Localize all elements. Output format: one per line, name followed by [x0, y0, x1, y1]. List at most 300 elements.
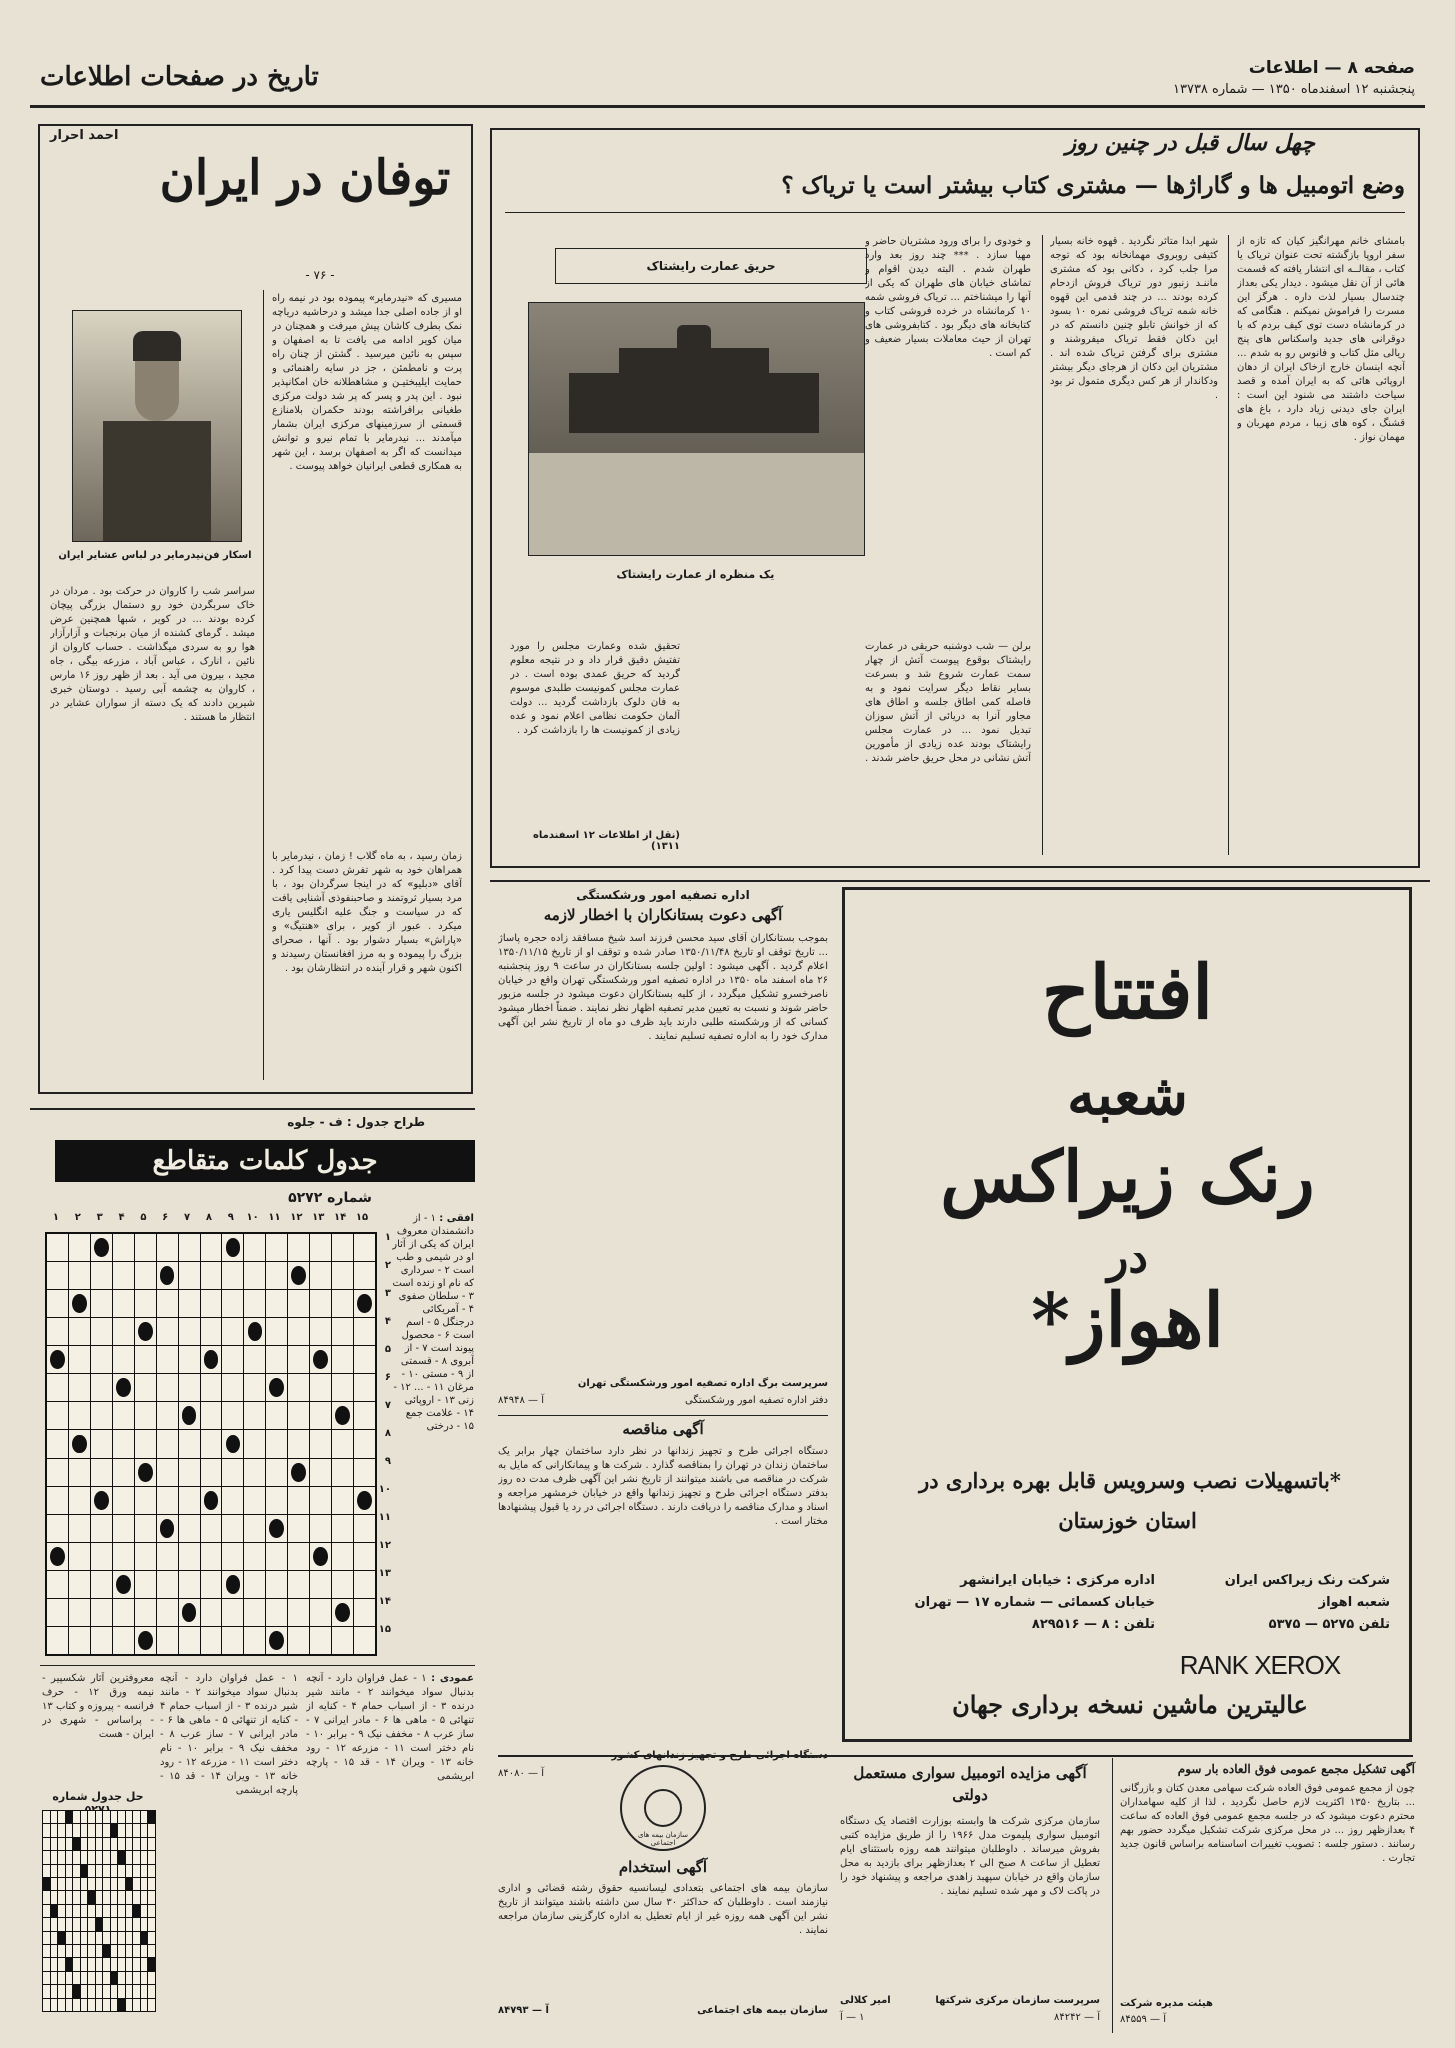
solution-cell: [96, 1838, 103, 1850]
crossword-cell: [332, 1290, 353, 1317]
tender-title: آگهی مناقصه: [622, 1420, 704, 1438]
solution-cell: [111, 1932, 118, 1944]
crossword-cell: [179, 1599, 200, 1626]
crossword-cell: [47, 1430, 68, 1457]
crossword-cell: [91, 1374, 112, 1401]
crossword-cell: [244, 1430, 265, 1457]
solution-cell: [133, 1932, 140, 1944]
solution-cell: [43, 1972, 50, 1984]
solution-cell: [148, 1865, 155, 1877]
crossword-cell: [47, 1234, 68, 1261]
solution-cell: [118, 1958, 125, 1970]
crossword-cell: [47, 1487, 68, 1514]
logo-text: سازمان بیمه های اجتماعی: [637, 1831, 688, 1847]
crossword-cell: [113, 1459, 134, 1486]
tender-rule: [498, 1415, 828, 1416]
solution-grid: [42, 1810, 156, 2012]
solution-cell: [111, 1824, 118, 1836]
xerox-line4: در: [1107, 1232, 1148, 1283]
solution-cell: [96, 1891, 103, 1903]
solution-cell: [133, 1851, 140, 1863]
solution-cell: [58, 1972, 65, 1984]
crossword-cell: [201, 1487, 222, 1514]
crossword-designer: طراح جدول : ف - جلوه: [287, 1115, 425, 1129]
crossword-cell: [354, 1346, 375, 1373]
solution-cell: [73, 1865, 80, 1877]
crossword-cell: [310, 1430, 331, 1457]
crossword-cell: [310, 1374, 331, 1401]
crossword-cell: [69, 1234, 90, 1261]
xerox-hq-address: خیابان کسمائی — شماره ۱۷ — تهران: [914, 1595, 1155, 1610]
crossword-cell: [179, 1571, 200, 1598]
col-number: ۱۱: [268, 1212, 281, 1223]
solution-cell: [103, 1985, 110, 1997]
xerox-hq-block: [875, 1570, 1155, 1636]
solution-cell: [96, 1958, 103, 1970]
xerox-company-block: [1170, 1570, 1390, 1636]
xerox-province: استان خوزستان: [1058, 1508, 1197, 1533]
crossword-cell: [332, 1262, 353, 1289]
crossword-cell: [310, 1290, 331, 1317]
solution-cell: [111, 1999, 118, 2011]
crossword-cell: [288, 1318, 309, 1345]
page-label: صفحه ۸ — اطلاعات: [1248, 58, 1415, 78]
crossword-cell: [179, 1459, 200, 1486]
solution-cell: [118, 1878, 125, 1890]
crossword-cell: [179, 1262, 200, 1289]
assembly-title: آگهی تشکیل مجمع عمومی فوق العاده بار سوم: [1177, 1762, 1415, 1776]
forty-years-col1: بامشای خانم مهرانگیز کیان که تازه از سفر اروپا بازگشته تحت عنوان تریاک یا کتاب ، مقالــه ای انتشار یافته که قسمت هائی از آن نقل میشود . دیدار یکی بعداز چندسال بسیار لذت داره . هرگز این مسرت را فراموش نمیکنم . هنگامی که در کرمانشاه دست توی کیف بردم که با دوقرانی های جدید واسکناس های پنج ریالی مثل کتاب و فانوس رو به شدم ... آنچه اینسان خارج ازخاک ایران از دهان اروپائی هائی که به ایران آمده و قصد سیاحت داشتند می شنود این است : ایران جای دیدنی زیاد دارد ، باغ های قشنگ ، کوه های زیبا ، مردم مهربان و مهمان نواز .: [1237, 236, 1405, 443]
solution-cell: [111, 1811, 118, 1823]
solution-cell: [103, 1891, 110, 1903]
solution-cell: [51, 1878, 58, 1890]
solution-cell: [96, 1824, 103, 1836]
solution-cell: [51, 1932, 58, 1944]
crossword-number: شماره ۵۲۷۲: [288, 1190, 372, 1206]
solution-cell: [118, 1985, 125, 1997]
horizontal-clues-title: افقی :: [439, 1213, 474, 1224]
crossword-cell: [47, 1262, 68, 1289]
solution-cell: [103, 1972, 110, 1984]
solution-cell: [111, 1972, 118, 1984]
solution-cell: [81, 1851, 88, 1863]
solution-cell: [66, 1918, 73, 1930]
crossword-cell: [222, 1346, 243, 1373]
crossword-cell: [91, 1290, 112, 1317]
vertical-clues-text: ۱ - عمل فراوان دارد - آنچه بدنبال سواد میخوانند ۲ - مانند شیر درنده ۳ - از اسباب حمام ۴ - کنایه از تنهائی ۵ - ماهی ها ۶ - مادر ایرانی ۷ - ساز عرب ۸ - مخفف نیک ۹ - برابر ۱۰ - نام دختر است ۱۱ - مزرعه ۱۲ - رود خانه ۱۳ - ویران ۱۴ - قد ۱۵ - پارچه ابریشمی: [306, 1673, 474, 1782]
solution-cell: [43, 1918, 50, 1930]
solution-cell: [96, 1918, 103, 1930]
crossword-cell: [69, 1543, 90, 1570]
caravan-col1: مسیری که «نیدرمایر» پیموده بود در نیمه راه او از جاده اصلی جدا میشد و درحاشیه دریاچه نمک بطرف کاشان پیش میرفت و همچنان در میان کویر ادامه می یافت تا به اصفهان و سپس به نائین میرسید . گشتن از چنان راه پرت و نامطمئن ، جز در سایه راهنمائی و حمایت ایلیبختیـن و مشاهطلانه خان امکانپذیر نبود . این پدر و پسر که پر شد دولت مرکزی طغیانی برافراشته بودند حکمران بلامنازع قسمتی از سرزمینهای مرکزی ایران بشمار میآمدند ... نیدرمایر با تمام نیرو و توانش میدانست که اگر به اصفهان برسد ، این شهر به همکاری قطعی ایرانیان خواهد پیوست .: [272, 293, 462, 472]
crossword-vertical-clues: [306, 1672, 474, 2032]
solution-cell: [103, 1918, 110, 1930]
solution-cell: [58, 1958, 65, 1970]
solution-cell: [58, 1891, 65, 1903]
solution-cell: [88, 1865, 95, 1877]
crossword-cell: [310, 1346, 331, 1373]
crossword-cell: [201, 1234, 222, 1261]
solution-cell: [118, 1891, 125, 1903]
crossword-cell: [332, 1599, 353, 1626]
xerox-hq-phone: تلفن : ۸ — ۸۲۹۵۱۶: [1031, 1617, 1155, 1632]
crossword-cell: [47, 1402, 68, 1429]
crossword-cell: [201, 1599, 222, 1626]
solution-cell: [66, 1891, 73, 1903]
crossword-cell: [157, 1318, 178, 1345]
crossword-cell: [266, 1599, 287, 1626]
crossword-cell: [135, 1599, 156, 1626]
solution-cell: [118, 1972, 125, 1984]
xerox-line2: شعبه: [1067, 1062, 1188, 1128]
crossword-cell: [179, 1290, 200, 1317]
crossword-cell: [310, 1402, 331, 1429]
crossword-cell: [332, 1627, 353, 1654]
solution-cell: [126, 1999, 133, 2011]
solution-cell: [81, 1824, 88, 1836]
solution-cell: [73, 1891, 80, 1903]
crossword-cell: [69, 1571, 90, 1598]
crossword-cell: [288, 1515, 309, 1542]
crossword-cell: [354, 1430, 375, 1457]
solution-cell: [66, 1811, 73, 1823]
solution-cell: [88, 1945, 95, 1957]
solution-cell: [43, 1824, 50, 1836]
xerox-branch: شعبه اهواز: [1318, 1595, 1390, 1610]
employment-body: سازمان بیمه های اجتماعی بتعدادی لیسانسیه حقوق رشته قضائی و اداری نیازمند است . داوطلبان که حداکثر ۳۰ سال سن داشته باشند میتوانند از تاریخ نشر این آگهی همه روزه غیر از ایام تعطیل به اداره کارگزینی سازمان مراجعه نمایند .: [498, 1883, 828, 1936]
solution-cell: [111, 1865, 118, 1877]
crossword-cell: [179, 1374, 200, 1401]
solution-cell: [88, 1999, 95, 2011]
solution-cell: [73, 1811, 80, 1823]
crossword-cell: [157, 1599, 178, 1626]
forty-years-col5: تحقیق شده وعمارت مجلس را مورد تفتیش دقیق قرار داد و در نتیجه معلوم گردید که حریق عمدی بوده است . در عمارت مجلس کمونیست طلبدی موسوم به فان دلوک بازداشت گردید ... دولت آلمان حکومت نظامی اعلام نمود و عده زیادی از کمونیست ها را بازداشت کرد .: [510, 641, 680, 736]
crossword-cell: [91, 1318, 112, 1345]
solution-cell: [96, 1905, 103, 1917]
row-number: ۳: [384, 1288, 391, 1299]
solution-cell: [81, 1985, 88, 1997]
crossword-cell: [113, 1402, 134, 1429]
solution-cell: [103, 1945, 110, 1957]
assembly-body: چون از مجمع عمومی فوق العاده شرکت سهامی معدن کتان و بازرگانی ... بتاریخ ۱۳۵۰ اکثریت لازم حاصل نگردید ، لذا از کلیه سهامداران محترم دعوت میشود که در جلسه مجمع عمومی فوق العاده که ساعت ۴ بعدازظهر روز ... در محل مرکزی شرکت تشکیل میگردد حضور بهم رسانند . دستور جلسه : تصویب تغییرات اساسنامه براساس قانون جدید تجارت .: [1120, 1783, 1415, 1864]
solution-cell: [118, 1945, 125, 1957]
crossword-cell: [157, 1290, 178, 1317]
crossword-cell: [157, 1262, 178, 1289]
crossword-cell: [354, 1374, 375, 1401]
solution-cell: [96, 1878, 103, 1890]
auction-signature-left: امیر کلالی: [840, 1995, 891, 2006]
headline-rule: [505, 212, 1405, 213]
crossword-cell: [135, 1543, 156, 1570]
solution-cell: [66, 1905, 73, 1917]
solution-cell: [148, 1972, 155, 1984]
crossword-cell: [135, 1402, 156, 1429]
reichstag-photo: [528, 302, 865, 556]
col-rule: [263, 290, 264, 1080]
tender-code: آ — ۸۴۰۸۰: [498, 1768, 544, 1779]
crossword-cell: [91, 1515, 112, 1542]
crossword-cell: [47, 1290, 68, 1317]
crossword-cell: [201, 1262, 222, 1289]
solution-cell: [111, 1891, 118, 1903]
solution-cell: [66, 1838, 73, 1850]
caravan-col3: زمان رسید ، به ماه گلاب ! زمان ، نیدرمایر با همراهان خود به شهر تفرش دست پیدا کرد . آقای «دبلیو» که در اینجا سرگردان بود ، با مرد بسیار ثروتمند و صاحبنفوذی آشنایی یافت که در سیاست و جنگ علیه انگلیس یاری میکرد . عبور از کویر ، برای «هنتیگ» و «پاراش» بسیار دشوار بود . آنها ، صحرای بزرگ را پیموده و به مرز افغانستان رسیدند و اکنون شهر و قرار آینده در انتظارشان بود .: [272, 851, 462, 974]
crossword-cell: [135, 1459, 156, 1486]
vertical-clues-title: عمودی :: [431, 1673, 474, 1684]
xerox-brand: RANK XEROX: [1179, 1650, 1341, 1680]
crossword-cell: [310, 1515, 331, 1542]
bostan-org: اداره تصفیه امور ورشکستگی: [576, 888, 750, 902]
col-number: ۱۰: [246, 1212, 259, 1223]
solution-cell: [51, 1905, 58, 1917]
col-number: ۹: [227, 1212, 234, 1223]
solution-cell: [88, 1891, 95, 1903]
solution-cell: [88, 1905, 95, 1917]
crossword-cell: [266, 1515, 287, 1542]
solution-cell: [118, 1838, 125, 1850]
crossword-cell: [135, 1487, 156, 1514]
crossword-cell: [69, 1430, 90, 1457]
crossword-cell: [288, 1402, 309, 1429]
auction-signature-right: سرپرست سازمان مرکزی شرکتها: [935, 1995, 1100, 2006]
solution-cell: [148, 1918, 155, 1930]
crossword-cell: [135, 1346, 156, 1373]
solution-cell: [88, 1851, 95, 1863]
solution-cell: [51, 1958, 58, 1970]
crossword-cell: [47, 1374, 68, 1401]
solution-cell: [66, 1999, 73, 2011]
solution-cell: [141, 1932, 148, 1944]
crossword-cell: [244, 1487, 265, 1514]
solution-cell: [66, 1865, 73, 1877]
solution-cell: [43, 1905, 50, 1917]
crossword-cell: [332, 1571, 353, 1598]
crossword-cell: [91, 1402, 112, 1429]
solution-cell: [141, 1958, 148, 1970]
crossword-cell: [179, 1402, 200, 1429]
row-number: ۱۰: [378, 1484, 391, 1495]
solution-cell: [88, 1838, 95, 1850]
crossword-cell: [69, 1627, 90, 1654]
xerox-hq: اداره مرکزی : خیابان ایرانشهر: [960, 1573, 1155, 1588]
crossword-cell: [69, 1487, 90, 1514]
solution-cell: [103, 1905, 110, 1917]
crossword-cell: [332, 1459, 353, 1486]
solution-cell: [133, 1878, 140, 1890]
solution-cell: [103, 1824, 110, 1836]
crossword-cell: [47, 1627, 68, 1654]
employment-footer: [498, 2005, 828, 2016]
crossword-cell: [332, 1346, 353, 1373]
solution-cell: [111, 1985, 118, 1997]
col-rule: [1228, 235, 1229, 855]
solution-cell: [81, 1999, 88, 2011]
solution-cell: [133, 1891, 140, 1903]
crossword-cell: [179, 1515, 200, 1542]
social-security-logo: [620, 1765, 706, 1851]
crossword-cell: [91, 1234, 112, 1261]
crossword-cell: [266, 1543, 287, 1570]
crossword-cell: [91, 1459, 112, 1486]
crossword-cell: [244, 1346, 265, 1373]
solution-cell: [148, 1905, 155, 1917]
solution-cell: [148, 1985, 155, 1997]
solution-cell: [88, 1958, 95, 1970]
crossword-cell: [222, 1374, 243, 1401]
crossword-cell: [222, 1262, 243, 1289]
solution-cell: [148, 1932, 155, 1944]
crossword-cell: [266, 1627, 287, 1654]
solution-cell: [88, 1985, 95, 1997]
crossword-cell: [354, 1459, 375, 1486]
crossword-cell: [113, 1318, 134, 1345]
solution-cell: [73, 1932, 80, 1944]
solution-cell: [43, 1811, 50, 1823]
solution-cell: [133, 1999, 140, 2011]
solution-cell: [126, 1932, 133, 1944]
crossword-cell: [310, 1459, 331, 1486]
crossword-cell: [266, 1290, 287, 1317]
solution-cell: [88, 1878, 95, 1890]
solution-cell: [141, 1851, 148, 1863]
crossword-cell: [157, 1571, 178, 1598]
crossword-cell: [244, 1290, 265, 1317]
solution-cell: [43, 1891, 50, 1903]
crossword-cell: [288, 1571, 309, 1598]
crossword-cell: [113, 1571, 134, 1598]
crossword-cell: [91, 1599, 112, 1626]
row-number: ۱۲: [378, 1540, 391, 1551]
crossword-cell: [91, 1346, 112, 1373]
crossword-cell: [288, 1430, 309, 1457]
col-rule: [1042, 235, 1043, 855]
solution-cell: [66, 1851, 73, 1863]
row-number: ۷: [384, 1400, 391, 1411]
crossword-cell: [179, 1318, 200, 1345]
solution-cell: [126, 1838, 133, 1850]
solution-cell: [126, 1851, 133, 1863]
solution-cell: [111, 1905, 118, 1917]
crossword-grid: [45, 1232, 377, 1656]
solution-cell: [81, 1905, 88, 1917]
crossword-cell: [288, 1543, 309, 1570]
crossword-cell: [69, 1262, 90, 1289]
forty-years-kicker: چهل سال قبل در چنین روز: [1065, 130, 1315, 156]
solution-cell: [73, 1851, 80, 1863]
crossword-cell: [91, 1571, 112, 1598]
crossword-cell: [332, 1487, 353, 1514]
col-number: ۱۵: [355, 1212, 369, 1223]
forty-years-col2: شهر ابدا متاثر نگردید . قهوه خانه بسیار کثیفی روبروی مهمانخانه بود که توجه مرا جلب کرد ، دکانی بود که مشتری ماننـد زنبور دور تریاک فروش ازدحام کرده بودند ... در چند قدمی این قهوه خانه شمه تریاک فروشی نمره ۱۰ بسود که از خوانش تابلو چنین دانستم که در این دکان فقط تریاک میفروشند و مشتری برای گرفتن تریاک شده اند . مشتریان این دکان از هرجای دیگر بیشتر ودکاندار از هر کس دیگری متمول تر بود .: [1050, 236, 1218, 401]
crossword-cell: [266, 1318, 287, 1345]
crossword-cell: [113, 1487, 134, 1514]
solution-cell: [81, 1891, 88, 1903]
crossword-cell: [222, 1543, 243, 1570]
crossword-cell: [288, 1290, 309, 1317]
crossword-cell: [266, 1487, 287, 1514]
solution-cell: [51, 1851, 58, 1863]
solution-cell: [118, 1824, 125, 1836]
solution-cell: [133, 1905, 140, 1917]
crossword-cell: [69, 1318, 90, 1345]
crossword-cell: [47, 1543, 68, 1570]
solution-cell: [126, 1811, 133, 1823]
crossword-cell: [266, 1402, 287, 1429]
crossword-cell: [288, 1374, 309, 1401]
solution-cell: [148, 1851, 155, 1863]
lower-rule: [490, 880, 1430, 882]
crossword-cell: [91, 1262, 112, 1289]
crossword-cell: [332, 1543, 353, 1570]
col-rule: [1112, 1758, 1113, 2033]
bostan-footer: [498, 1395, 828, 1406]
crossword-cell: [354, 1318, 375, 1345]
crossword-cell: [310, 1543, 331, 1570]
crossword-cell: [332, 1234, 353, 1261]
solution-cell: [126, 1891, 133, 1903]
solution-cell: [126, 1958, 133, 1970]
crossword-cell: [157, 1430, 178, 1457]
photo-caption: یک منظره از عمارت رایشتاک: [616, 568, 775, 581]
solution-cell: [126, 1878, 133, 1890]
auction-code-left: ۱ — آ: [840, 2012, 865, 2023]
crossword-cell: [244, 1374, 265, 1401]
auction-title: آگهی مزایده اتومبیل سواری مستعمل دولتی: [853, 1764, 1087, 1804]
solution-cell: [88, 1811, 95, 1823]
solution-cell: [141, 1999, 148, 2011]
crossword-vertical-clues-cont: ۱ - عمل فراوان دارد - آنچه بدنبال سواد میخوانند ۲ - مانند شیر درنده ۳ - از اسباب حمام ۴ - کنایه از تنهائی ۵ - ماهی ها ۶ - مادر ایرانی ۷ - ساز عرب ۸ - مخفف نیک ۹ - برابر ۱۰ - نام دختر است ۱۱ - مزرعه ۱۲ - رود خانه ۱۳ - ویران ۱۴ - قد ۱۵ - پارچه ابریشمی: [160, 1673, 298, 1796]
solution-cell: [51, 1918, 58, 1930]
solution-cell: [43, 1878, 50, 1890]
crossword-cell: [354, 1262, 375, 1289]
crossword-cell: [135, 1318, 156, 1345]
solution-cell: [88, 1932, 95, 1944]
solution-cell: [111, 1918, 118, 1930]
crossword-cell: [157, 1515, 178, 1542]
crossword-cell: [69, 1459, 90, 1486]
solution-cell: [58, 1878, 65, 1890]
clues-rule: [40, 1665, 475, 1666]
crossword-cell: [201, 1374, 222, 1401]
col-number: ۱: [52, 1212, 59, 1223]
crossword-cell: [113, 1627, 134, 1654]
solution-cell: [73, 1958, 80, 1970]
bottom-rule: [498, 1755, 1413, 1757]
solution-cell: [126, 1985, 133, 1997]
xerox-line3: رنک زیراکس: [940, 1135, 1315, 1218]
col-number: ۲: [74, 1212, 81, 1223]
crossword-cell: [222, 1515, 243, 1542]
caravan-photo-caption: اسکار فن‌نیدرمایر در لباس عشایر ایران: [58, 550, 252, 561]
solution-cell: [73, 1838, 80, 1850]
crossword-cell: [354, 1515, 375, 1542]
solution-cell: [81, 1932, 88, 1944]
row-number: ۶: [384, 1372, 391, 1383]
assembly-code: آ — ۸۴۵۵۹: [1120, 2014, 1166, 2025]
crossword-cell: [179, 1430, 200, 1457]
crossword-cell: [244, 1402, 265, 1429]
caravan-episode: - ۷۶ -: [305, 268, 335, 282]
solution-cell: [88, 1918, 95, 1930]
caravan-title: توفان در ایران: [159, 150, 451, 206]
crossword-cell: [69, 1402, 90, 1429]
crossword-cell: [201, 1346, 222, 1373]
forty-years-col4: برلن — شب دوشنبه حریقی در عمارت رایشتاک بوقوع پیوست آتش از چهار سمت عمارت شروع شد و بسرعت بسایر نقاط دیگر سرایت نمود و به فاصله کمی اطاق جلسه و اطاق های مجاور آنرا به دریائی از آتش سوزان تبدیل نمود ... در عمارت مجلس رایشتاک بودند عده زیادی از مأمورین آتش نشانی در محل حریق حاضر شدند .: [865, 641, 1031, 764]
bostan-title: آگهی دعوت بستانکاران با اخطار لازمه: [543, 906, 783, 924]
crossword-cell: [244, 1459, 265, 1486]
crossword-row-numbers: [375, 1232, 391, 1652]
crossword-cell: [157, 1234, 178, 1261]
